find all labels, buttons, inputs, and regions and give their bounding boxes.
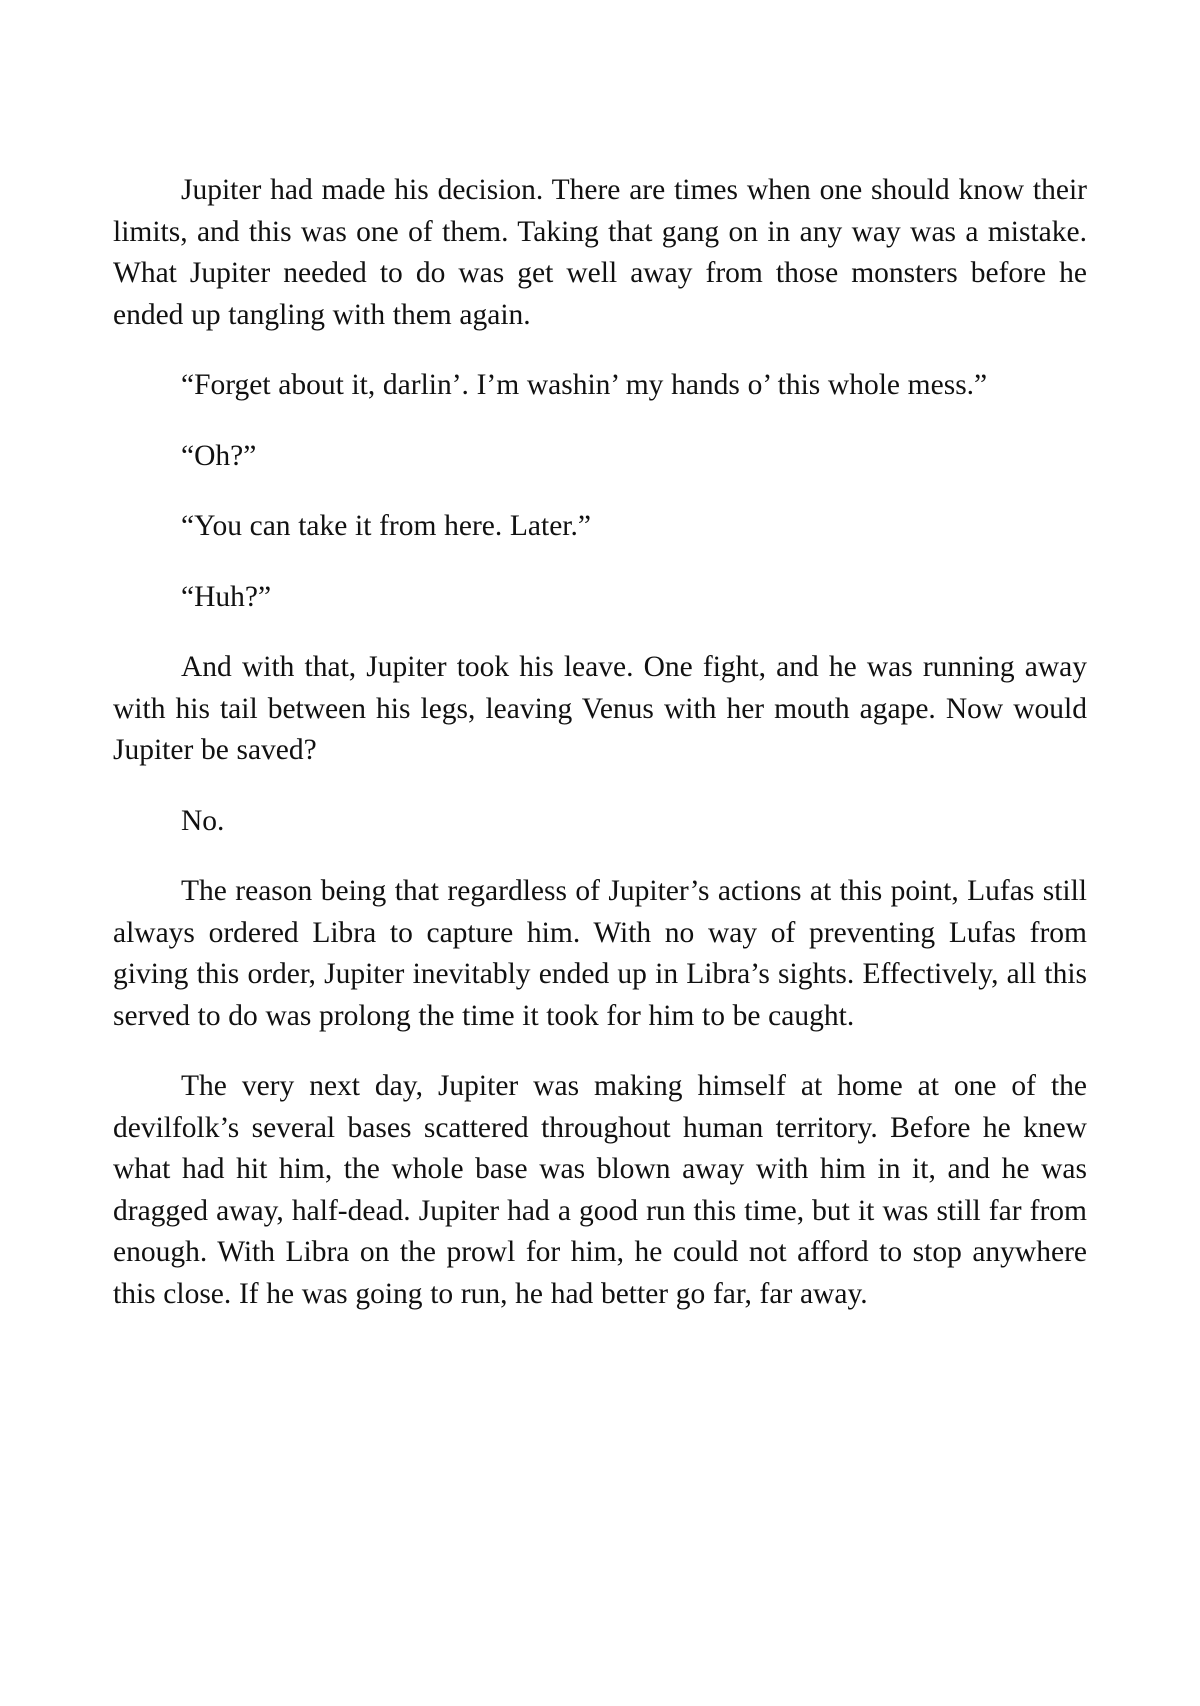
paragraph: “Oh?” bbox=[181, 439, 257, 472]
paragraph: And with that, Jupiter took his leave. One fight, and he was running away with his tail between his legs, leaving Venus with her mouth agape. Now would Jupiter be saved? bbox=[113, 651, 1087, 766]
paragraph: Jupiter had made his decision. There are times when one should know their limits, and this was one of them. Taking that gang on in any way was a mistake. What Jupiter needed to do was get well away from those monsters before he ended up tangling with them again. bbox=[113, 174, 1087, 331]
paragraph: “You can take it from here. Later.” bbox=[181, 510, 591, 542]
body-text bbox=[113, 170, 1087, 1315]
paragraph: “Forget about it, darlin’. I’m washin’ my hands o’ this whole mess.” bbox=[181, 369, 988, 401]
paragraph: The reason being that regardless of Jupiter’s actions at this point, Lufas still always ordered Libra to capture him. With no way of preventing Lufas from giving this order, Jupiter inevitably ended up in Libra’s sights. Effectively, all this served to do was prolong the time it took for him to be caught. bbox=[113, 875, 1087, 1032]
paragraph: The very next day, Jupiter was making himself at home at one of the devilfolk’s several bases scattered throughout human territory. Before he knew what had hit him, the whole base was blown away with him in it, and he was dragged away, half-dead. Jupiter had a good run this time, but it was still far from enough. With Libra on the prowl for him, he could not afford to stop anywhere this close. If he was going to run, he had better go far, far away. bbox=[113, 1070, 1087, 1310]
paragraph: “Huh?” bbox=[181, 580, 272, 613]
paragraph: No. bbox=[181, 804, 225, 837]
